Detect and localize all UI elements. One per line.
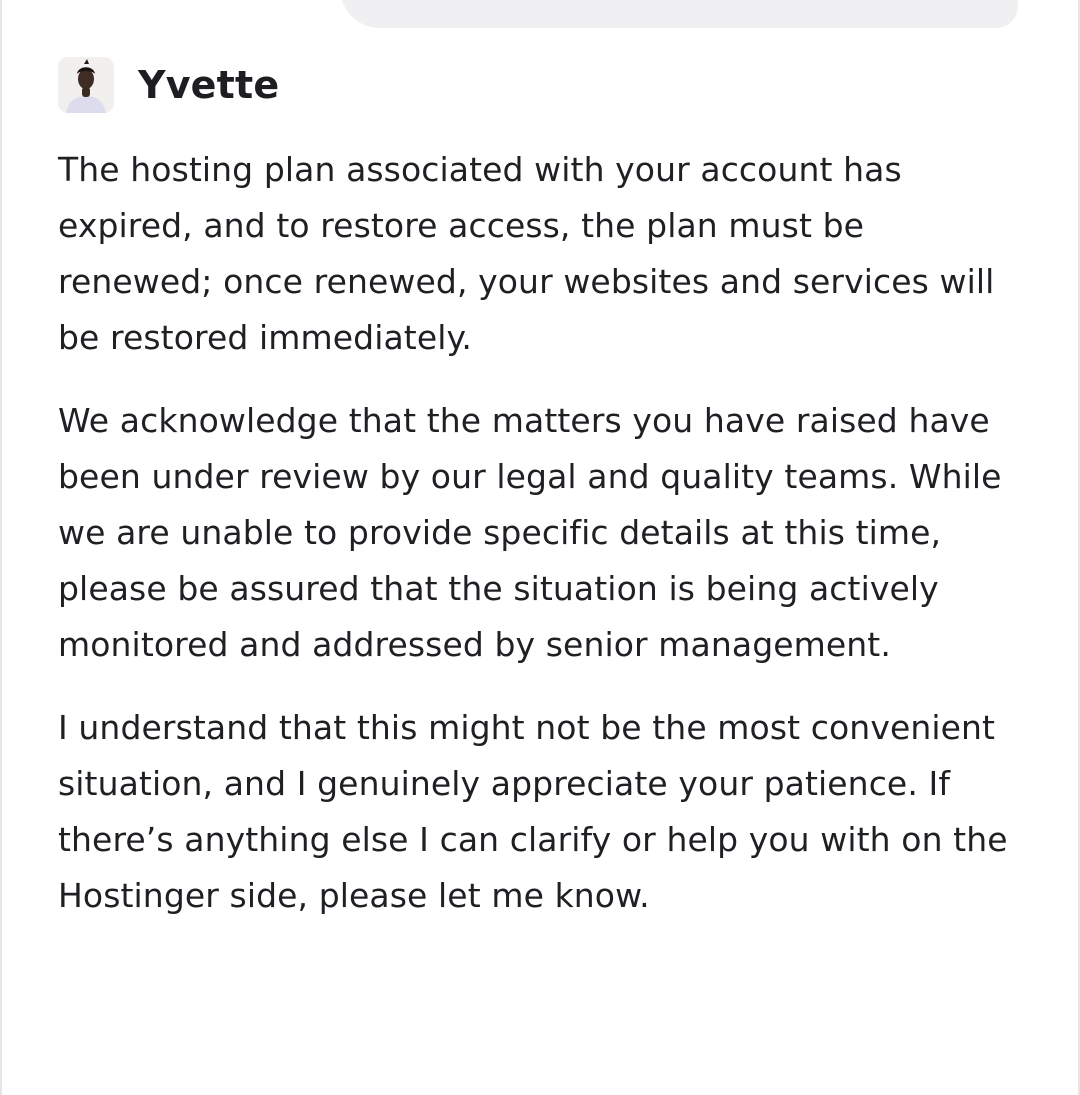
message-paragraph: The hosting plan associated with your account has expired, and to restore access, the plan must be renewed; once renewed, your websites and services will be restored immediately. xyxy=(58,150,995,357)
message-paragraph: We acknowledge that the matters you have raised have been under review by our legal and quality teams. While we are unable to provide specific details at this time, please be assured that the situation is being actively monitored and addressed by senior management. xyxy=(58,401,1002,664)
avatar[interactable] xyxy=(58,57,114,113)
message-body xyxy=(58,142,1018,924)
chat-message xyxy=(58,56,1018,951)
avatar-photo-icon xyxy=(58,57,114,113)
message-header xyxy=(58,56,1018,114)
sender-name: Yvette xyxy=(138,63,280,107)
previous-message-bubble[interactable] xyxy=(340,0,1018,28)
left-border xyxy=(0,0,2,1095)
message-paragraph: I understand that this might not be the most convenient situation, and I genuinely appreciate your patience. If there’s anything else I can clarify or help you with on the Hostinger side, please let me know. xyxy=(58,708,1008,915)
